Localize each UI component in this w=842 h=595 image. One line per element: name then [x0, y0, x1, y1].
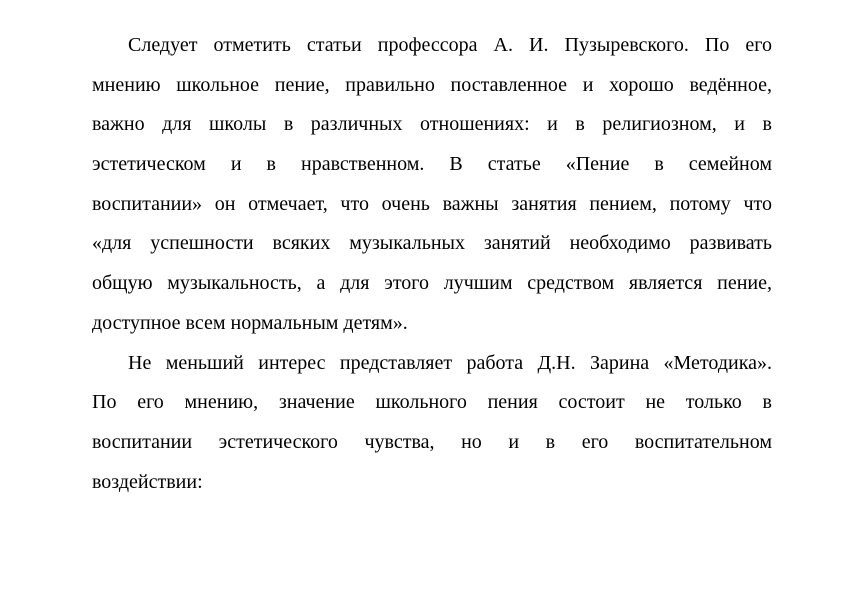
document-body — [92, 26, 772, 502]
paragraph-1-line-6: «для успешности всяких музыкальных занятий необходимо развивать — [92, 232, 772, 255]
paragraph-2 — [92, 344, 772, 503]
paragraph-1-line-3: важно для школы в различных отношениях: и в религиозном, и в — [92, 113, 772, 136]
paragraph-1 — [92, 26, 772, 344]
paragraph-1-line-1: Следует отметить статьи профессора А. И. Пузыревского. По его — [128, 34, 772, 56]
paragraph-2-line-4: воздействии: — [92, 470, 203, 493]
paragraph-1-line-7: общую музыкальность, а для этого лучшим средством является пение, — [92, 272, 772, 295]
paragraph-1-line-5: воспитании» он отмечает, что очень важны занятия пением, потому что — [92, 192, 772, 215]
paragraph-2-line-3: воспитании эстетического чувства, но и в его воспитательном — [92, 430, 772, 453]
paragraph-1-line-2: мнению школьное пение, правильно поставленное и хорошо ведённое, — [92, 73, 772, 96]
paragraph-1-line-4: эстетическом и в нравственном. В статье «Пение в семейном — [92, 153, 772, 176]
paragraph-1-line-8: доступное всем нормальным детям». — [92, 311, 408, 334]
paragraph-2-line-1: Не меньший интерес представляет работа Д.Н. Зарина «Методика». — [128, 351, 772, 374]
paragraph-2-line-2: По его мнению, значение школьного пения состоит не только в — [92, 391, 772, 414]
